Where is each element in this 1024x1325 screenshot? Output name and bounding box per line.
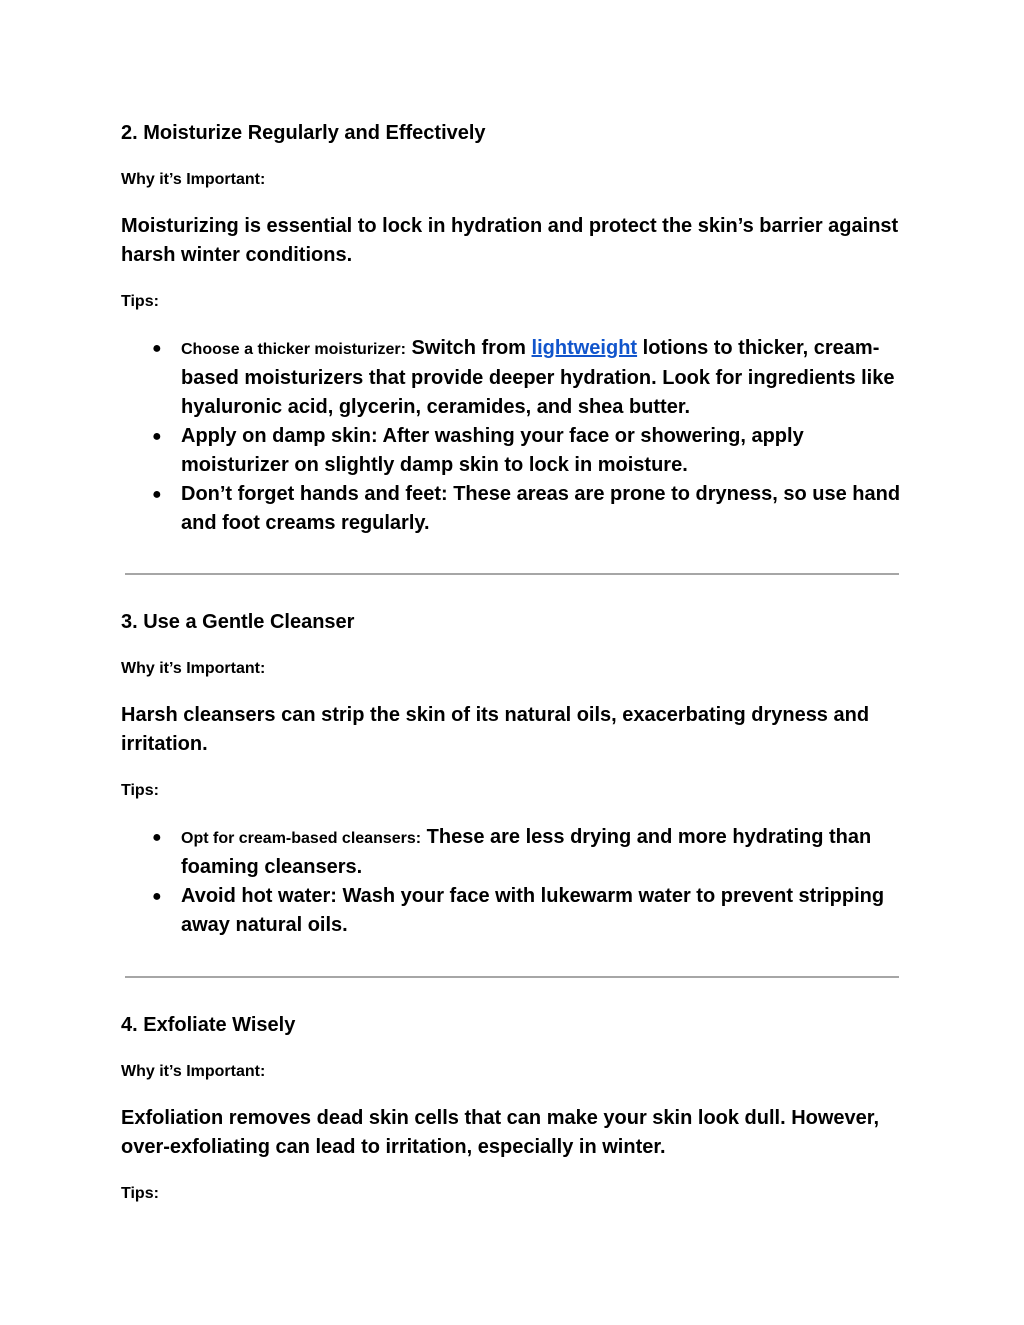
bullet-icon: ●: [152, 829, 162, 846]
tip-text: These are less drying and more hydrating than foaming cleansers.: [181, 826, 872, 878]
tip-text: Don’t forget hands and feet: These areas are prone to dryness, so use hand and foot creams regularly.: [181, 483, 901, 534]
tips-label: Tips:: [121, 782, 159, 799]
tip-text: Avoid hot water: Wash your face with lukewarm water to prevent stripping away natural oils.: [181, 885, 885, 936]
list-item: [121, 422, 911, 480]
tips-label: Tips:: [121, 293, 159, 310]
list-item: [121, 334, 911, 422]
tip-text: Switch from: [411, 337, 526, 359]
tips-list: [121, 334, 911, 538]
tip-text: Apply on damp skin: After washing your face or showering, apply moisturizer on slightly damp skin to lock in moisture.: [181, 425, 804, 476]
bullet-icon: ●: [152, 486, 162, 503]
why-important-label: Why it’s Important:: [121, 660, 266, 677]
horizontal-divider: [125, 976, 899, 978]
bullet-icon: ●: [152, 428, 162, 445]
bullet-icon: ●: [152, 888, 162, 905]
section-title-cleanser: 3. Use a Gentle Cleanser: [121, 611, 355, 633]
bullet-icon: ●: [152, 340, 162, 357]
tip-text: lotions to thicker, cream-based moisturizers that provide deeper hydration. Look for ingredients like hyaluronic acid, glycerin, ceramides, and shea butter.: [181, 337, 895, 418]
tip-lead: Choose a thicker moisturizer:: [181, 341, 406, 358]
why-important-label: Why it’s Important:: [121, 171, 266, 188]
list-item: [121, 882, 911, 940]
tips-label: Tips:: [121, 1185, 159, 1202]
list-item: [121, 823, 911, 882]
tip-lead: Opt for cream-based cleansers:: [181, 830, 422, 847]
why-important-text: Moisturizing is essential to lock in hydration and protect the skin’s barrier against harsh winter conditions.: [121, 215, 899, 266]
why-important-label: Why it’s Important:: [121, 1063, 266, 1080]
why-important-text: Exfoliation removes dead skin cells that can make your skin look dull. However, over-exfoliating can lead to irritation, especially in winter.: [121, 1107, 880, 1158]
section-title-moisturize: 2. Moisturize Regularly and Effectively: [121, 122, 486, 144]
why-important-text: Harsh cleansers can strip the skin of its natural oils, exacerbating dryness and irritation.: [121, 704, 870, 755]
list-item: [121, 480, 911, 538]
tips-list: [121, 823, 911, 940]
lightweight-link[interactable]: lightweight: [531, 337, 638, 359]
section-title-exfoliate: 4. Exfoliate Wisely: [121, 1014, 296, 1036]
horizontal-divider: [125, 573, 899, 575]
